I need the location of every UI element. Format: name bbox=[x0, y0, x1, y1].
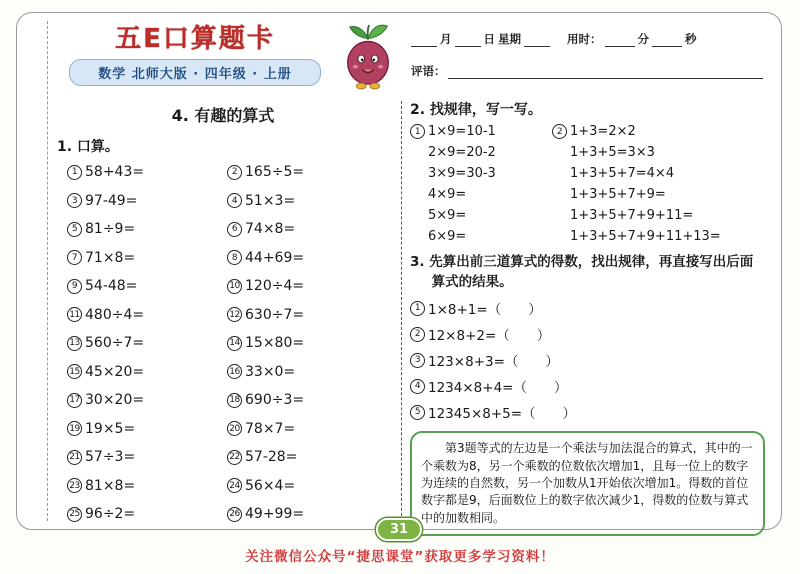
problem-number: 1 bbox=[67, 165, 82, 180]
problem-expression: 58+43= bbox=[85, 164, 145, 180]
question-3-equation bbox=[410, 350, 765, 370]
pattern-number bbox=[552, 145, 567, 160]
problem-expression: 480÷4= bbox=[85, 306, 145, 323]
oral-problem bbox=[67, 506, 227, 522]
equation-expression: 12×8+2=（ ） bbox=[428, 328, 551, 345]
pattern-equation bbox=[410, 145, 552, 160]
problem-number: 14 bbox=[227, 336, 242, 351]
pattern-expression: 5×9= bbox=[428, 208, 467, 223]
problem-number: 2 bbox=[227, 165, 242, 180]
comment-line bbox=[411, 63, 763, 79]
time-label: 用时： bbox=[567, 32, 602, 46]
oral-problem bbox=[67, 449, 227, 465]
week-blank bbox=[524, 34, 550, 47]
day-blank bbox=[455, 34, 481, 47]
question-2-label: 2. 找规律，写一写。 bbox=[410, 102, 542, 118]
page-number-badge: 31 bbox=[376, 518, 422, 541]
problem-number: 9 bbox=[67, 279, 82, 294]
problem-expression: 57÷3= bbox=[85, 449, 136, 465]
equation-expression: 1×8+1=（ ） bbox=[428, 302, 542, 319]
pattern-expression: 3×9=30-3 bbox=[428, 166, 496, 181]
equation-number: 4 bbox=[410, 379, 425, 394]
question-3-equation bbox=[410, 324, 765, 344]
oral-problem bbox=[227, 335, 389, 351]
equation-number: 2 bbox=[410, 327, 425, 342]
problem-expression: 81×8= bbox=[85, 477, 136, 494]
pattern-number bbox=[410, 166, 425, 181]
oral-problem bbox=[227, 478, 389, 494]
oral-problem bbox=[67, 164, 227, 180]
problem-number: 21 bbox=[67, 450, 82, 465]
pattern-equation bbox=[410, 229, 552, 244]
comment-blank bbox=[448, 66, 764, 79]
pattern-equation bbox=[552, 166, 721, 181]
problem-expression: 56×4= bbox=[245, 477, 296, 494]
subject-strip: 数学 北师大版 · 四年级 · 上册 bbox=[69, 59, 321, 86]
oral-problem bbox=[227, 449, 389, 465]
oral-problem bbox=[227, 392, 389, 408]
minute-blank bbox=[605, 34, 635, 47]
pattern-number bbox=[410, 229, 425, 244]
problem-number: 8 bbox=[227, 250, 242, 265]
question-3-items bbox=[410, 298, 765, 422]
problem-expression: 630÷7= bbox=[245, 306, 305, 323]
pattern-equation bbox=[410, 124, 552, 139]
equation-number: 3 bbox=[410, 353, 425, 368]
problem-expression: 49+99= bbox=[245, 506, 305, 522]
pattern-number bbox=[410, 208, 425, 223]
problem-expression: 33×0= bbox=[245, 363, 296, 380]
beet-mascot-icon bbox=[339, 23, 397, 95]
question-1-label: 1. 口算。 bbox=[57, 139, 119, 155]
problem-number: 7 bbox=[67, 250, 82, 265]
problem-expression: 96÷2= bbox=[85, 506, 136, 522]
problem-number: 11 bbox=[67, 307, 82, 322]
problem-expression: 44+69= bbox=[245, 249, 305, 266]
oral-problem bbox=[67, 478, 227, 494]
problem-number: 16 bbox=[227, 364, 242, 379]
problem-number: 18 bbox=[227, 393, 242, 408]
pattern-number: 1 bbox=[410, 124, 425, 139]
problem-number: 6 bbox=[227, 222, 242, 237]
footer-note: 关注微信公众号“捷思课堂”获取更多学习资料！ bbox=[245, 549, 555, 565]
question-3-equation bbox=[410, 298, 765, 318]
pattern-number bbox=[410, 187, 425, 202]
second-label: 秒 bbox=[685, 32, 697, 46]
problem-expression: 165÷5= bbox=[245, 164, 305, 180]
minute-label: 分 bbox=[637, 32, 649, 46]
pattern-expression: 1+3=2×2 bbox=[570, 124, 636, 139]
problem-number: 23 bbox=[67, 478, 82, 493]
title-block bbox=[61, 23, 329, 86]
month-label: 月 bbox=[440, 32, 452, 46]
day-label: 日 bbox=[483, 32, 495, 46]
pattern-equation bbox=[410, 187, 552, 202]
pattern-column-2 bbox=[552, 124, 721, 244]
pattern-expression: 2×9=20-2 bbox=[428, 145, 496, 160]
problem-expression: 560÷7= bbox=[85, 335, 145, 351]
oral-problem bbox=[67, 193, 227, 209]
pattern-column-1 bbox=[410, 124, 552, 244]
problem-expression: 19×5= bbox=[85, 420, 136, 437]
pattern-number bbox=[552, 187, 567, 202]
comment-label: 评语： bbox=[411, 64, 446, 78]
column-divider bbox=[401, 101, 402, 536]
oral-problem bbox=[67, 335, 227, 351]
main-content bbox=[17, 95, 781, 536]
pattern-expression: 4×9= bbox=[428, 187, 467, 202]
pattern-equation bbox=[410, 166, 552, 181]
pattern-expression: 1+3+5+7+9= bbox=[570, 187, 666, 202]
problem-number: 17 bbox=[67, 393, 82, 408]
question-3-label: 3. 先算出前三道算式的得数，找出规律，再直接写出后面算式的结果。 bbox=[410, 254, 754, 290]
problem-number: 3 bbox=[67, 193, 82, 208]
equation-expression: 12345×8+5=（ ） bbox=[428, 406, 577, 423]
pattern-expression: 1×9=10-1 bbox=[428, 124, 496, 139]
problem-expression: 57-28= bbox=[245, 449, 298, 465]
page-header bbox=[17, 13, 781, 95]
header-meta bbox=[411, 23, 763, 79]
problem-number: 12 bbox=[227, 307, 242, 322]
equation-expression: 123×8+3=（ ） bbox=[428, 354, 559, 371]
oral-problem bbox=[227, 307, 389, 323]
pattern-equation bbox=[410, 208, 552, 223]
note-box bbox=[410, 431, 765, 536]
oral-problem bbox=[67, 364, 227, 380]
week-label: 星期 bbox=[498, 32, 521, 46]
oral-problems-grid bbox=[57, 164, 389, 522]
problem-expression: 81÷9= bbox=[85, 221, 136, 237]
oral-problem bbox=[67, 307, 227, 323]
problem-expression: 74×8= bbox=[245, 221, 296, 237]
problem-number: 5 bbox=[67, 222, 82, 237]
pattern-expression: 6×9= bbox=[428, 229, 467, 244]
pattern-number bbox=[552, 166, 567, 181]
problem-expression: 690÷3= bbox=[245, 392, 305, 408]
problem-number: 10 bbox=[227, 279, 242, 294]
problem-expression: 97-49= bbox=[85, 192, 138, 209]
problem-number: 4 bbox=[227, 193, 242, 208]
oral-problem bbox=[227, 364, 389, 380]
oral-problem bbox=[67, 250, 227, 266]
left-column bbox=[57, 97, 389, 536]
oral-problem bbox=[227, 278, 389, 294]
worksheet-page bbox=[16, 12, 782, 537]
pattern-number bbox=[552, 208, 567, 223]
problem-number: 26 bbox=[227, 507, 242, 522]
pattern-expression: 1+3+5+7+9+11+13= bbox=[570, 229, 721, 244]
problem-number: 20 bbox=[227, 421, 242, 436]
equation-expression: 1234×8+4=（ ） bbox=[428, 380, 568, 397]
oral-problem bbox=[67, 278, 227, 294]
right-column bbox=[410, 97, 767, 536]
problem-number: 19 bbox=[67, 421, 82, 436]
pattern-expression: 1+3+5+7=4×4 bbox=[570, 166, 675, 181]
pattern-expression: 1+3+5+7+9+11= bbox=[570, 208, 694, 223]
equation-number: 1 bbox=[410, 301, 425, 316]
pattern-equation bbox=[552, 208, 721, 223]
series-title: 五E口算题卡 bbox=[115, 24, 275, 54]
problem-number: 13 bbox=[67, 336, 82, 351]
problem-expression: 51×3= bbox=[245, 192, 296, 209]
oral-problem bbox=[227, 421, 389, 437]
pattern-expression: 1+3+5=3×3 bbox=[570, 145, 655, 160]
pattern-equation bbox=[552, 187, 721, 202]
problem-expression: 54-48= bbox=[85, 278, 138, 294]
pattern-equation bbox=[552, 124, 721, 139]
pattern-number bbox=[410, 145, 425, 160]
problem-expression: 15×80= bbox=[245, 335, 305, 351]
oral-problem bbox=[67, 392, 227, 408]
date-line bbox=[411, 31, 763, 47]
second-blank bbox=[652, 34, 682, 47]
pattern-equation bbox=[552, 145, 721, 160]
problem-expression: 71×8= bbox=[85, 249, 136, 266]
pattern-number: 2 bbox=[552, 124, 567, 139]
problem-expression: 45×20= bbox=[85, 363, 145, 380]
oral-problem bbox=[67, 421, 227, 437]
pattern-equations bbox=[410, 124, 765, 244]
pattern-equation bbox=[552, 229, 721, 244]
problem-expression: 120÷4= bbox=[245, 278, 305, 294]
problem-number: 24 bbox=[227, 478, 242, 493]
oral-problem bbox=[227, 250, 389, 266]
question-3-equation bbox=[410, 402, 765, 422]
binding-dashed-line bbox=[47, 21, 48, 521]
question-3-equation bbox=[410, 376, 765, 396]
month-blank bbox=[411, 34, 437, 47]
problem-number: 15 bbox=[67, 364, 82, 379]
problem-expression: 30×20= bbox=[85, 392, 145, 408]
problem-expression: 78×7= bbox=[245, 420, 296, 437]
oral-problem bbox=[67, 221, 227, 237]
problem-number: 22 bbox=[227, 450, 242, 465]
note-text: 第3题等式的左边是一个乘法与加法混合的算式，其中的一个乘数为8，另一个乘数的位数依次增加1，且每一位上的数字为连续的自然数，另一个加数从1开始依次增加1。得数的首位数字都是9，后面数位上的数字依次减少1，得数的位数与算式中的加数相同。 bbox=[421, 441, 753, 525]
oral-problem bbox=[227, 506, 389, 522]
problem-number: 25 bbox=[67, 507, 82, 522]
oral-problem bbox=[227, 193, 389, 209]
oral-problem bbox=[227, 164, 389, 180]
oral-problem bbox=[227, 221, 389, 237]
pattern-number bbox=[552, 229, 567, 244]
equation-number: 5 bbox=[410, 405, 425, 420]
section-title: 4. 有趣的算式 bbox=[171, 106, 275, 125]
